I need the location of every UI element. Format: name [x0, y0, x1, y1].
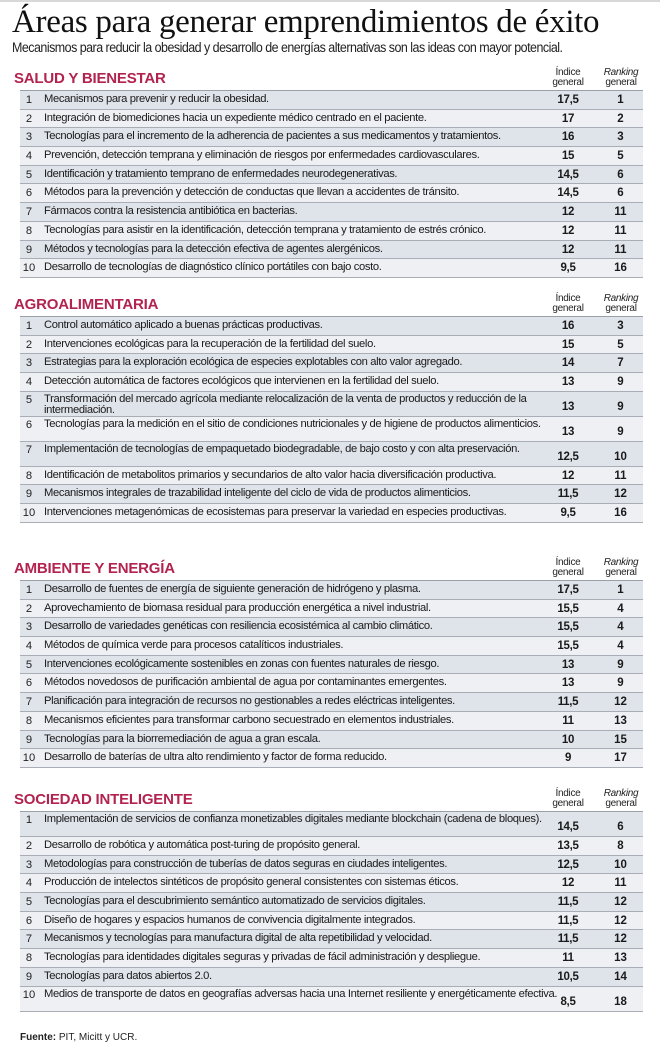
- row-ranking-value: 6: [617, 821, 624, 833]
- row-index-value: 9: [564, 752, 572, 765]
- row-ranking-value: 14: [614, 970, 627, 983]
- row-description: Tecnologías para el incremento de la adherencia de pacientes a sus medicamentos y tratamientos.: [44, 130, 501, 143]
- row-ranking-value: 10: [614, 858, 627, 871]
- table-row: [20, 91, 643, 110]
- column-header-ranking-line2: general: [605, 798, 637, 809]
- table-row: [20, 184, 643, 203]
- table-row: [20, 712, 643, 731]
- row-ranking-value: 2: [617, 112, 624, 125]
- row-ranking-value: 13: [614, 952, 627, 965]
- row-ranking-value: 16: [614, 507, 627, 520]
- row-index-value: 14: [561, 357, 575, 370]
- row-index-value: 13: [561, 400, 575, 413]
- row-ranking-value: 9: [617, 376, 624, 389]
- row-number: 2: [25, 112, 33, 125]
- table-row: [20, 693, 643, 712]
- row-description: Fármacos contra la resistencia antibiótica en bacterias.: [44, 205, 298, 218]
- row-number: 8: [25, 714, 33, 727]
- table-row: [20, 317, 643, 336]
- row-description: Intervenciones ecológicamente sostenibles en zonas con fuentes naturales de riesgo.: [44, 657, 440, 670]
- row-number: 3: [25, 131, 33, 144]
- row-index-value: 13: [561, 677, 575, 690]
- row-ranking-value: 1: [617, 94, 624, 106]
- row-number: 3: [25, 858, 33, 871]
- row-number: 3: [25, 621, 33, 634]
- column-header-ranking-line2: general: [605, 567, 637, 578]
- row-ranking-value: 16: [614, 262, 627, 275]
- row-index-value: 17: [561, 112, 575, 125]
- row-description: Producción de intelectos sintéticos de propósito general consistentes con sistemas éticos.: [44, 876, 459, 889]
- row-ranking-value: 12: [614, 488, 627, 501]
- ranking-table: [20, 580, 643, 768]
- table-row: [20, 222, 643, 241]
- row-index-value: 14,5: [557, 187, 579, 200]
- row-index-value: 11,5: [557, 933, 579, 946]
- row-index-value: 11,5: [557, 488, 579, 501]
- row-description: Diseño de hogares y espacios humanos de convivencia digitalmente integrados.: [44, 913, 416, 926]
- row-index-value: 14,5: [557, 168, 579, 181]
- row-description: Desarrollo de tecnologías de diagnóstico clínico portátiles con bajo costo.: [44, 261, 382, 274]
- row-ranking-value: 12: [614, 896, 627, 909]
- row-description: Tecnologías para la medición en el sitio de condiciones nutricionales y de higiene de productos alimenticios.: [44, 417, 541, 430]
- row-description: Transformación del mercado agrícola mediante relocalización de la venta de productos y reducción de la intermediación.: [44, 392, 527, 416]
- column-header-ranking-line1: Ranking: [603, 557, 639, 568]
- column-header-index-line1: Índice: [555, 788, 581, 799]
- row-ranking-value: 12: [614, 696, 627, 709]
- table-row: [20, 147, 643, 166]
- row-ranking-value: 3: [617, 131, 624, 144]
- table-row: [20, 166, 643, 185]
- row-ranking-value: 11: [614, 469, 627, 482]
- row-index-value: 13: [561, 658, 575, 671]
- row-ranking-value: 11: [614, 206, 627, 219]
- row-description: Desarrollo de baterías de ultra alto rendimiento y factor de forma reducido.: [44, 751, 387, 764]
- row-number: 1: [25, 320, 33, 332]
- row-index-value: 10,5: [557, 970, 579, 983]
- row-number: 10: [22, 507, 36, 520]
- column-header-index-line2: general: [552, 798, 584, 809]
- table-row: [20, 618, 643, 637]
- column-header-index: [548, 558, 588, 578]
- row-index-value: 11,5: [557, 896, 579, 909]
- page-subtitle: Mecanismos para reducir la obesidad y desarrollo de energías alternativas son las ideas con mayor potencial.: [12, 40, 563, 55]
- row-description: Metodologías para construcción de tuberías de datos seguras en ciudades inteligentes.: [44, 857, 448, 870]
- row-index-value: 12,5: [557, 450, 579, 463]
- table-row: [20, 259, 643, 278]
- table-row: [20, 581, 643, 600]
- row-description: Intervenciones metagenómicas de ecosistemas para preservar la variedad en especies productivas.: [44, 506, 507, 519]
- row-index-value: 11: [562, 714, 574, 727]
- row-description: Tecnologías para identidades digitales seguras y privadas de fácil administración y despliegue.: [44, 951, 481, 964]
- row-number: 9: [25, 488, 33, 501]
- row-number: 1: [25, 814, 33, 826]
- table-row: [20, 128, 643, 147]
- row-index-value: 15: [561, 338, 575, 351]
- row-number: 3: [25, 357, 33, 370]
- table-row: [20, 417, 643, 442]
- section-title: SOCIEDAD INTELIGENTE: [14, 791, 193, 808]
- table-row: [20, 485, 643, 504]
- row-index-value: 15,5: [557, 640, 579, 653]
- table-row: [20, 203, 643, 222]
- table-row: [20, 812, 643, 837]
- row-ranking-value: 11: [614, 224, 627, 237]
- row-description: Planificación para integración de recursos no gestionables a redes eléctricas inteligentes.: [44, 695, 455, 708]
- row-index-value: 9,5: [560, 507, 576, 520]
- row-index-value: 11: [562, 952, 574, 965]
- table-row: [20, 373, 643, 392]
- row-description: Integración de biomediciones hacia un expediente médico centrado en el paciente.: [44, 111, 427, 124]
- row-index-value: 16: [561, 320, 575, 332]
- row-number: 7: [25, 443, 33, 456]
- row-number: 7: [25, 206, 33, 219]
- row-index-value: 12: [561, 469, 575, 482]
- ranking-table: [20, 90, 643, 278]
- row-number: 6: [25, 677, 33, 690]
- table-row: [20, 912, 643, 931]
- source-label: Fuente:: [20, 1032, 57, 1043]
- row-ranking-value: 9: [617, 400, 624, 413]
- row-description: Mecanismos para prevenir y reducir la obesidad.: [44, 93, 269, 105]
- row-index-value: 10: [561, 733, 575, 746]
- row-number: 10: [22, 262, 36, 275]
- row-index-value: 12: [561, 224, 575, 237]
- column-header-ranking-line1: Ranking: [603, 788, 639, 799]
- column-header-index-line2: general: [552, 567, 584, 578]
- table-row: [20, 930, 643, 949]
- row-description: Identificación de metabolitos primarios y secundarios de alto valor hacia diversificación productiva.: [44, 468, 497, 481]
- table-row: [20, 354, 643, 373]
- table-row: [20, 467, 643, 486]
- row-index-value: 14,5: [557, 821, 579, 833]
- ranking-table: [20, 316, 643, 523]
- row-description: Tecnologías para datos abiertos 2.0.: [44, 969, 212, 982]
- row-ranking-value: 12: [614, 914, 627, 927]
- page-title: Áreas para generar emprendimientos de éxito: [12, 4, 600, 40]
- row-index-value: 12: [561, 877, 575, 890]
- column-header-index-line2: general: [552, 77, 584, 88]
- row-number: 4: [25, 376, 33, 389]
- table-row: [20, 731, 643, 750]
- row-number: 4: [25, 877, 33, 890]
- table-row: [20, 656, 643, 675]
- row-ranking-value: 17: [614, 752, 627, 765]
- row-description: Desarrollo de variedades genéticas con resiliencia ecosistémica al cambio climático.: [44, 620, 433, 633]
- row-description: Control automático aplicado a buenas prácticas productivas.: [44, 319, 323, 331]
- row-ranking-value: 11: [614, 243, 627, 256]
- row-number: 4: [25, 150, 33, 163]
- row-description: Métodos para la prevención y detección de conductas que llevan a accidentes de tránsito.: [44, 186, 460, 199]
- row-description: Implementación de servicios de confianza monetizables digitales mediante blockchain (cadena de bloques).: [44, 813, 542, 825]
- row-description: Tecnologías para asistir en la identificación, detección temprana y tratamiento de estrés crónico.: [44, 223, 487, 236]
- column-header-index: [548, 789, 588, 809]
- row-description: Implementación de tecnologías de empaquetado biodegradable, de bajo costo y con alta preservación.: [44, 442, 520, 455]
- table-row: [20, 949, 643, 968]
- column-header-ranking: [597, 558, 645, 578]
- row-index-value: 15: [561, 150, 575, 163]
- row-ranking-value: 4: [617, 640, 624, 653]
- column-header-index-line1: Índice: [555, 293, 581, 304]
- table-row: [20, 856, 643, 875]
- section-title: AGROALIMENTARIA: [14, 296, 159, 313]
- table-row: [20, 241, 643, 260]
- row-index-value: 12,5: [557, 858, 579, 871]
- row-description: Mecanismos integrales de trazabilidad inteligente del ciclo de vida de productos alimenticios.: [44, 487, 471, 500]
- table-row: [20, 674, 643, 693]
- row-ranking-value: 18: [614, 995, 627, 1008]
- table-row: [20, 442, 643, 467]
- table-row: [20, 987, 643, 1012]
- row-number: 2: [25, 338, 33, 351]
- row-description: Mecanismos eficientes para transformar carbono secuestrado en elementos industriales.: [44, 713, 454, 726]
- row-ranking-value: 4: [617, 621, 624, 634]
- row-ranking-value: 4: [617, 602, 624, 615]
- table-row: [20, 336, 643, 355]
- row-description: Estrategias para la exploración ecológica de especies explotables con alto valor agregado.: [44, 356, 463, 369]
- row-ranking-value: 11: [614, 877, 627, 890]
- source-text: PIT, Micitt y UCR.: [56, 1032, 138, 1043]
- row-number: 9: [25, 243, 33, 256]
- row-description: Métodos novedosos de purificación ambiental de agua por contaminantes emergentes.: [44, 676, 447, 689]
- row-description: Aprovechamiento de biomasa residual para producción energética a nivel industrial.: [44, 601, 431, 614]
- row-number: 6: [25, 914, 33, 927]
- table-row: [20, 392, 643, 417]
- row-description: Medios de transporte de datos en geografías adversas hacia una Internet resiliente y energéticamente efectiva.: [44, 987, 558, 1000]
- row-index-value: 17,5: [557, 584, 579, 596]
- column-header-ranking-line2: general: [605, 77, 637, 88]
- row-description: Detección automática de factores ecológicos que intervienen en la fertilidad del suelo.: [44, 375, 439, 388]
- table-row: [20, 874, 643, 893]
- column-header-index: [548, 68, 588, 88]
- column-header-ranking-line1: Ranking: [603, 293, 639, 304]
- row-index-value: 8,5: [560, 995, 576, 1008]
- row-description: Métodos y tecnologías para la detección efectiva de agentes alergénicos.: [44, 242, 383, 255]
- table-row: [20, 110, 643, 129]
- row-number: 5: [25, 168, 33, 181]
- column-header-index-line1: Índice: [555, 67, 581, 78]
- row-number: 6: [25, 187, 33, 200]
- row-index-value: 13: [561, 425, 575, 438]
- row-description: Intervenciones ecológicas para la recuperación de la fertilidad del suelo.: [44, 337, 376, 350]
- row-number: 8: [25, 469, 33, 482]
- row-ranking-value: 6: [617, 187, 624, 200]
- row-ranking-value: 3: [617, 320, 624, 332]
- table-row: [20, 600, 643, 619]
- row-index-value: 15,5: [557, 602, 579, 615]
- row-description: Prevención, detección temprana y eliminación de riesgos por enfermedades cardiovasculares.: [44, 149, 480, 162]
- row-index-value: 17,5: [557, 94, 579, 106]
- section-title: AMBIENTE Y ENERGÍA: [14, 560, 175, 577]
- row-ranking-value: 8: [617, 840, 624, 852]
- row-description: Tecnologías para el descubrimiento semántico automatizado de servicios digitales.: [44, 895, 426, 908]
- row-ranking-value: 5: [617, 150, 624, 163]
- row-ranking-value: 9: [617, 677, 624, 690]
- column-header-ranking: [597, 789, 645, 809]
- row-ranking-value: 9: [617, 425, 624, 438]
- table-row: [20, 837, 643, 856]
- row-number: 7: [25, 696, 33, 709]
- table-row: [20, 504, 643, 523]
- row-number: 1: [25, 94, 33, 106]
- section-title: SALUD Y BIENESTAR: [14, 70, 166, 87]
- row-index-value: 15,5: [557, 621, 579, 634]
- row-number: 5: [25, 896, 33, 909]
- column-header-ranking: [597, 294, 645, 314]
- row-number: 9: [25, 970, 33, 983]
- column-header-index-line2: general: [552, 303, 584, 314]
- row-number: 4: [25, 640, 33, 653]
- row-description: Tecnologías para la biorremediación de agua a gran escala.: [44, 732, 321, 745]
- row-ranking-value: 5: [617, 338, 624, 351]
- row-number: 1: [25, 584, 33, 596]
- row-ranking-value: 10: [614, 450, 627, 463]
- row-index-value: 12: [561, 243, 575, 256]
- row-number: 7: [25, 933, 33, 946]
- row-number: 5: [25, 658, 33, 671]
- row-ranking-value: 9: [617, 658, 624, 671]
- column-header-ranking-line2: general: [605, 303, 637, 314]
- row-ranking-value: 15: [614, 733, 627, 746]
- row-number: 2: [25, 602, 33, 615]
- column-header-index-line1: Índice: [555, 557, 581, 568]
- row-ranking-value: 1: [617, 584, 624, 596]
- row-number: 10: [22, 988, 36, 1001]
- row-ranking-value: 13: [614, 714, 627, 727]
- row-description: Mecanismos y tecnologías para manufactura digital de alta repetibilidad y velocidad.: [44, 932, 432, 945]
- row-index-value: 13: [561, 376, 575, 389]
- row-number: 5: [25, 393, 33, 406]
- top-border: [0, 0, 660, 2]
- row-number: 8: [25, 952, 33, 965]
- table-row: [20, 893, 643, 912]
- row-description: Desarrollo de robótica y automática post-turing de propósito general.: [44, 839, 361, 851]
- row-ranking-value: 7: [617, 357, 624, 370]
- row-number: 6: [25, 418, 33, 431]
- source-note: [20, 1032, 137, 1043]
- column-header-index: [548, 294, 588, 314]
- table-row: [20, 749, 643, 768]
- row-index-value: 13,5: [557, 840, 579, 852]
- row-description: Métodos de química verde para procesos catalíticos industriales.: [44, 639, 344, 652]
- row-ranking-value: 12: [614, 933, 627, 946]
- table-row: [20, 968, 643, 987]
- row-description: Desarrollo de fuentes de energía de siguiente generación de hidrógeno y plasma.: [44, 583, 421, 595]
- row-number: 2: [25, 840, 33, 852]
- row-index-value: 9,5: [560, 262, 576, 275]
- table-row: [20, 637, 643, 656]
- row-index-value: 11,5: [557, 914, 579, 927]
- row-index-value: 16: [561, 131, 575, 144]
- row-description: Identificación y tratamiento temprano de enfermedades neurodegenerativas.: [44, 167, 398, 180]
- column-header-ranking-line1: Ranking: [603, 67, 639, 78]
- row-number: 8: [25, 224, 33, 237]
- ranking-table: [20, 811, 643, 1012]
- row-number: 10: [22, 752, 36, 765]
- row-number: 9: [25, 733, 33, 746]
- column-header-ranking: [597, 68, 645, 88]
- row-index-value: 12: [561, 206, 575, 219]
- row-index-value: 11,5: [557, 696, 579, 709]
- row-ranking-value: 6: [617, 168, 624, 181]
